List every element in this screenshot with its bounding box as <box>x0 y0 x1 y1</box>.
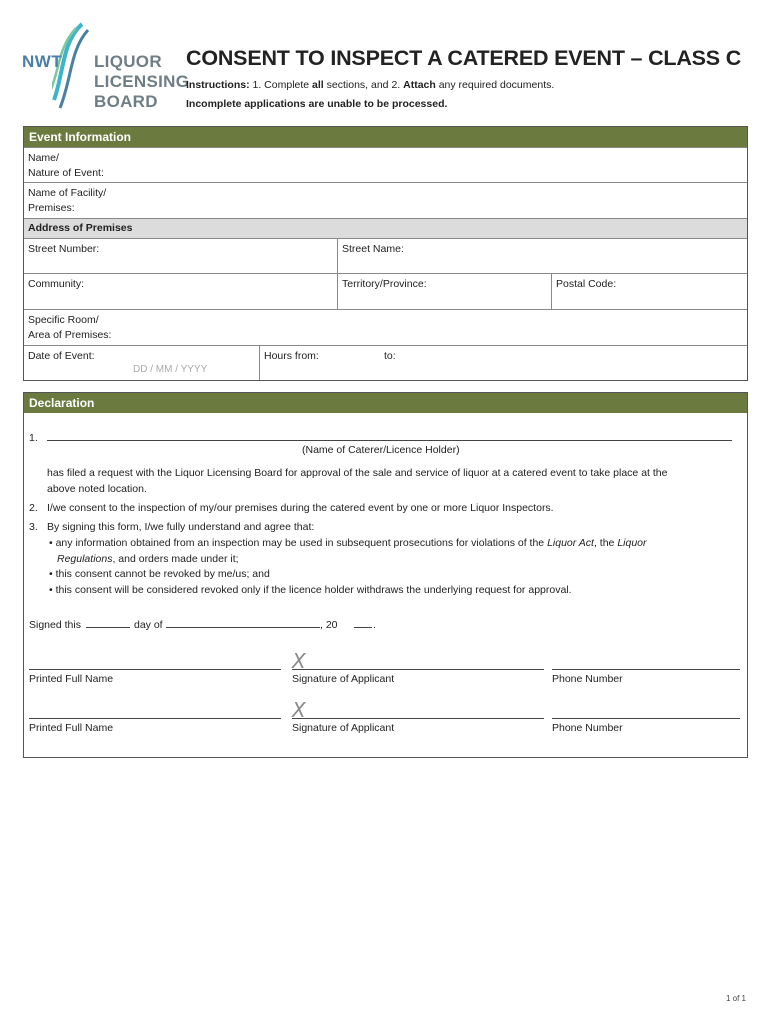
signature-line-1[interactable] <box>292 669 544 670</box>
signed-month-line[interactable] <box>166 627 320 628</box>
item-3-text: By signing this form, I/we fully understand and agree that: <box>47 521 315 533</box>
instructions-label: Instructions: <box>186 79 250 91</box>
year-prefix-label: , 20 <box>320 619 338 631</box>
bullet-2: • this consent cannot be revoked by me/us; and <box>49 568 270 580</box>
facility-label: Name of Facility/ Premises: <box>28 187 107 214</box>
event-information-section <box>23 126 748 381</box>
item-2-number: 2. <box>29 502 38 514</box>
street-number-field[interactable] <box>24 239 337 273</box>
printed-name-label-2: Printed Full Name <box>29 722 114 734</box>
item-1-text-line2: above noted location. <box>47 483 147 495</box>
event-name-label: Name/ Nature of Event: <box>28 152 104 179</box>
signed-year-line[interactable] <box>354 627 372 628</box>
signature-x-icon: X <box>292 649 306 673</box>
printed-name-line-2[interactable] <box>29 718 281 719</box>
hours-from-label: Hours from: <box>264 350 319 362</box>
logo-licensing: LICENSING <box>94 72 190 91</box>
date-of-event-label: Date of Event: <box>28 350 95 362</box>
date-format-hint: DD / MM / YYYY <box>133 364 208 375</box>
incomplete-notice: Incomplete applications are unable to be processed. <box>186 98 448 110</box>
signature-line-2[interactable] <box>292 718 544 719</box>
nwt-liquor-licensing-board-logo <box>22 22 190 114</box>
item-1-number: 1. <box>29 432 38 444</box>
hours-field[interactable] <box>259 346 747 380</box>
event-information-heading: Event Information <box>24 127 747 147</box>
bullet-1: • any information obtained from an inspection may be used in subsequent prosecutions for violations of the Liquor Act, the Liquor <box>49 537 647 549</box>
signed-day-line[interactable] <box>86 627 130 628</box>
phone-label-2: Phone Number <box>552 722 623 734</box>
item-2-text: I/we consent to the inspection of my/our premises during the catered event by one or more Liquor Inspectors. <box>47 502 554 514</box>
signed-period: . <box>373 619 376 631</box>
instructions <box>186 79 554 91</box>
logo-liquor: LIQUOR <box>94 52 162 71</box>
caterer-caption: (Name of Caterer/Licence Holder) <box>302 444 460 456</box>
hours-to-label: to: <box>384 350 396 362</box>
instructions-text: 1. Complete <box>249 79 313 91</box>
instructions-attach: Attach <box>403 79 436 91</box>
postal-code-label: Postal Code: <box>556 278 617 290</box>
signed-this-label: Signed this <box>29 619 81 631</box>
logo-nwt: NWT <box>22 52 63 71</box>
logo-board: BOARD <box>94 92 158 111</box>
item-1-text-line1: has filed a request with the Liquor Licensing Board for approval of the sale and service of liquor at a catered event to take place at the <box>47 467 668 479</box>
room-label: Specific Room/ Area of Premises: <box>28 314 112 341</box>
printed-name-label-1: Printed Full Name <box>29 673 114 685</box>
street-name-label: Street Name: <box>342 243 404 255</box>
declaration-section <box>23 392 748 758</box>
day-of-label: day of <box>134 619 163 631</box>
territory-field[interactable] <box>337 274 551 309</box>
facility-row[interactable] <box>24 182 747 218</box>
signature-label-2: Signature of Applicant <box>292 722 395 734</box>
declaration-heading: Declaration <box>24 393 747 413</box>
community-row <box>24 273 747 309</box>
bullet-1-cont: Regulations, and orders made under it; <box>57 553 239 565</box>
bullet-3: • this consent will be considered revoked only if the licence holder withdraws the underlying request for approval. <box>49 584 572 596</box>
room-row[interactable] <box>24 309 747 345</box>
caterer-name-line[interactable] <box>47 440 732 441</box>
signature-x-icon: X <box>292 698 306 722</box>
printed-name-line-1[interactable] <box>29 669 281 670</box>
phone-line-1[interactable] <box>552 669 740 670</box>
territory-label: Territory/Province: <box>342 278 427 290</box>
phone-line-2[interactable] <box>552 718 740 719</box>
date-hours-row <box>24 345 747 380</box>
address-subheading: Address of Premises <box>24 219 747 238</box>
community-label: Community: <box>28 278 85 290</box>
street-row <box>24 238 747 273</box>
postal-code-field[interactable] <box>551 274 747 309</box>
event-name-row[interactable] <box>24 147 747 182</box>
instructions-text: sections, and 2. <box>323 79 404 91</box>
date-of-event-field[interactable] <box>24 346 259 380</box>
instructions-all: all <box>312 79 324 91</box>
address-subheading-row <box>24 218 747 238</box>
signature-label-1: Signature of Applicant <box>292 673 395 685</box>
item-3-number: 3. <box>29 521 38 533</box>
community-field[interactable] <box>24 274 337 309</box>
instructions-text: any required documents. <box>435 79 555 91</box>
form-title: CONSENT TO INSPECT A CATERED EVENT – CLASS C <box>186 46 742 70</box>
street-number-label: Street Number: <box>28 243 100 255</box>
page-number: 1 of 1 <box>725 994 746 1003</box>
street-name-field[interactable] <box>337 239 747 273</box>
phone-label-1: Phone Number <box>552 673 623 685</box>
